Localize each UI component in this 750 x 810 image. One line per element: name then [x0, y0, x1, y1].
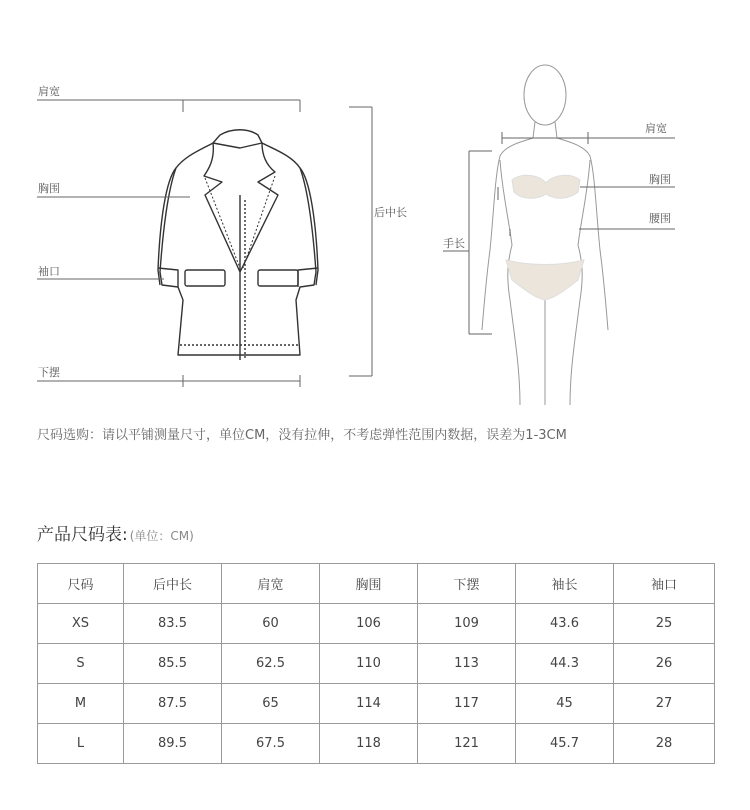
coat-cuff-label: 袖口: [38, 265, 60, 278]
header-sleeve-length: 袖长: [516, 564, 614, 604]
body-chest-label: 胸围: [649, 173, 671, 186]
table-cell: S: [38, 644, 124, 684]
table-cell: 109: [418, 604, 516, 644]
table-cell: 106: [320, 604, 418, 644]
table-cell: 27: [614, 684, 715, 724]
table-cell: 62.5: [222, 644, 320, 684]
table-cell: 118: [320, 724, 418, 764]
coat-left-lapel: [204, 143, 240, 272]
table-cell: L: [38, 724, 124, 764]
coat-measure-lines: [37, 100, 372, 387]
size-selection-note: 尺码选购：请以平铺测量尺寸，单位CM，没有拉伸，不考虑弹性范围内数据，误差为1-3CM: [37, 428, 567, 443]
table-cell: 89.5: [124, 724, 222, 764]
table-cell: 121: [418, 724, 516, 764]
table-cell: 28: [614, 724, 715, 764]
coat-back-length-label: 后中长: [374, 206, 407, 219]
header-back-length: 后中长: [124, 564, 222, 604]
header-chest: 胸围: [320, 564, 418, 604]
body-waist-label: 腰围: [649, 212, 671, 225]
table-cell: XS: [38, 604, 124, 644]
coat-right-pocket: [258, 270, 298, 286]
coat-hem-label: 下摆: [38, 366, 60, 379]
table-cell: M: [38, 684, 124, 724]
body-bra: [512, 175, 580, 198]
size-table: [37, 563, 715, 764]
table-cell: 114: [320, 684, 418, 724]
header-hem: 下摆: [418, 564, 516, 604]
table-cell: 85.5: [124, 644, 222, 684]
table-row: [38, 604, 715, 644]
table-cell: 43.6: [516, 604, 614, 644]
table-cell: 87.5: [124, 684, 222, 724]
table-cell: 65: [222, 684, 320, 724]
body-arm-length-label: 手长: [443, 237, 465, 250]
table-cell: 45.7: [516, 724, 614, 764]
table-row: [38, 644, 715, 684]
table-cell: 45: [516, 684, 614, 724]
body-briefs: [506, 260, 584, 300]
size-table-title-unit: (单位：CM): [129, 529, 194, 543]
header-size: 尺码: [38, 564, 124, 604]
body-neck: [533, 122, 557, 138]
size-table-title-main: 产品尺码表:: [37, 525, 128, 545]
body-illustration: [482, 65, 608, 405]
table-cell: 117: [418, 684, 516, 724]
coat-left-pocket: [185, 270, 225, 286]
header-cuff: 袖口: [614, 564, 715, 604]
table-cell: 60: [222, 604, 320, 644]
body-head: [524, 65, 566, 125]
body-measure-lines: [443, 132, 675, 334]
table-cell: 83.5: [124, 604, 222, 644]
table-row: [38, 724, 715, 764]
body-shoulder-label: 肩宽: [645, 122, 667, 135]
table-cell: 26: [614, 644, 715, 684]
table-cell: 44.3: [516, 644, 614, 684]
size-table-title: [37, 520, 194, 545]
coat-chest-label: 胸围: [38, 182, 60, 195]
coat-illustration: [158, 130, 318, 360]
table-cell: 110: [320, 644, 418, 684]
table-row: [38, 684, 715, 724]
table-cell: 67.5: [222, 724, 320, 764]
coat-collar: [213, 130, 262, 143]
table-cell: 25: [614, 604, 715, 644]
coat-body: [160, 143, 316, 355]
table-cell: 113: [418, 644, 516, 684]
header-shoulder: 肩宽: [222, 564, 320, 604]
coat-shoulder-label: 肩宽: [38, 85, 60, 98]
table-header-row: [38, 564, 715, 604]
